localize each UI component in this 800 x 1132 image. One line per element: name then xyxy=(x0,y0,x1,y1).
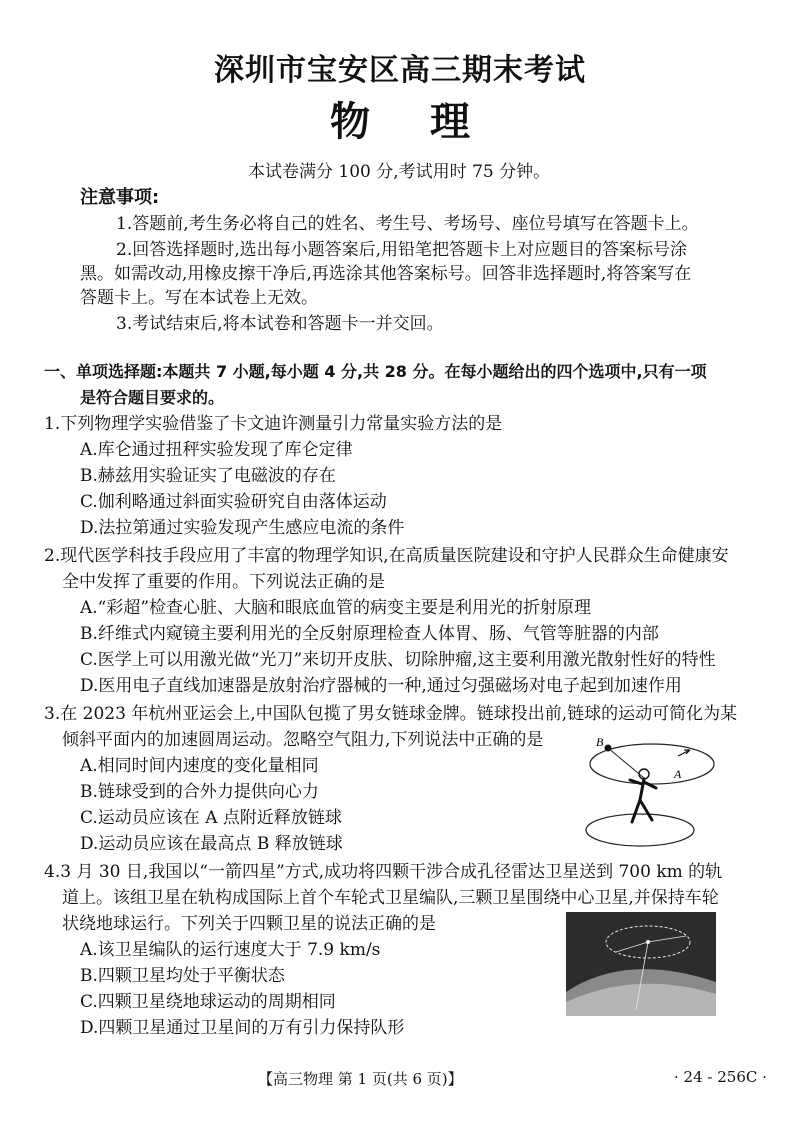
figure-label-a: A xyxy=(674,767,682,781)
footer-code: · 24 - 256C · xyxy=(674,1068,767,1086)
question-3-option-b: B.链球受到的合外力提供向心力 xyxy=(80,782,319,802)
question-1-stem: 1.下列物理学实验借鉴了卡文迪许测量引力常量实验方法的是 xyxy=(44,414,503,434)
question-4-stem-cont: 道上。该组卫星在轨构成国际上首个车轮式卫星编队,三颗卫星围绕中心卫星,并保持车轮 xyxy=(62,888,719,908)
exam-title: 深圳市宝安区高三期末考试 xyxy=(214,53,586,88)
section-heading: 一、单项选择题:本题共 7 小题,每小题 4 分,共 28 分。在每小题给出的四个选项中,只有一项 xyxy=(44,362,707,381)
question-4-stem-cont: 状绕地球运行。下列关于四颗卫星的说法正确的是 xyxy=(62,914,436,934)
question-2-option-c: C.医学上可以用激光做“光刀”来切开皮肤、切除肿瘤,这主要利用激光散射性好的特性 xyxy=(80,650,716,670)
question-2-option-b: B.纤维式内窥镜主要利用光的全反射原理检查人体胃、肠、气管等脏器的内部 xyxy=(80,624,659,644)
notice-item: 答题卡上。写在本试卷上无效。 xyxy=(80,288,318,308)
question-2-stem: 2.现代医学科技手段应用了丰富的物理学知识,在高质量医院建设和守护人民群众生命健康安 xyxy=(44,546,729,566)
section-heading-cont: 是符合题目要求的。 xyxy=(80,388,225,407)
question-1-option-b: B.赫兹用实验证实了电磁波的存在 xyxy=(80,466,336,486)
question-2-option-d: D.医用电子直线加速器是放射治疗器械的一种,通过匀强磁场对电子起到加速作用 xyxy=(80,676,682,696)
question-1-option-d: D.法拉第通过实验发现产生感应电流的条件 xyxy=(80,518,405,538)
question-3-option-a: A.相同时间内速度的变化量相同 xyxy=(80,756,319,776)
question-4-option-c: C.四颗卫星绕地球运动的周期相同 xyxy=(80,992,336,1012)
footer-page-info: 【高三物理 第 1 页(共 6 页)】 xyxy=(258,1070,463,1088)
notice-item: 2.回答选择题时,选出每小题答案后,用铅笔把答题卡上对应题目的答案标号涂 xyxy=(116,240,688,260)
notice-item: 3.考试结束后,将本试卷和答题卡一并交回。 xyxy=(116,314,444,334)
question-4-stem: 4.3 月 30 日,我国以“一箭四星”方式,成功将四颗干涉合成孔径雷达卫星送到 700 km 的轨 xyxy=(44,862,723,882)
question-1-option-a: A.库仑通过扭秤实验发现了库仑定律 xyxy=(80,440,353,460)
exam-info: 本试卷满分 100 分,考试用时 75 分钟。 xyxy=(248,162,551,182)
question-3-option-c: C.运动员应该在 A 点附近释放链球 xyxy=(80,808,342,828)
question-2-stem-cont: 全中发挥了重要的作用。下列说法正确的是 xyxy=(62,572,385,592)
question-3-stem: 3.在 2023 年杭州亚运会上,中国队包揽了男女链球金牌。链球投出前,链球的运动可简化为某 xyxy=(44,704,738,724)
figure-label-b: B xyxy=(596,735,604,749)
hammer-throw-figure xyxy=(582,730,732,852)
notice-item: 黑。如需改动,用橡皮擦干净后,再选涂其他答案标号。回答非选择题时,将答案写在 xyxy=(80,264,692,284)
question-2-option-a: A.“彩超”检查心脏、大脑和眼底血管的病变主要是利用光的折射原理 xyxy=(80,598,592,618)
notice-heading: 注意事项: xyxy=(80,187,160,208)
question-4-option-d: D.四颗卫星通过卫星间的万有引力保持队形 xyxy=(80,1018,405,1038)
question-1-option-c: C.伽利略通过斜面实验研究自由落体运动 xyxy=(80,492,387,512)
subject-title: 物理 xyxy=(330,99,530,145)
satellite-photo xyxy=(566,912,716,1016)
question-3-option-d: D.运动员应该在最高点 B 释放链球 xyxy=(80,834,343,854)
question-4-option-b: B.四颗卫星均处于平衡状态 xyxy=(80,966,285,986)
question-4-option-a: A.该卫星编队的运行速度大于 7.9 km/s xyxy=(80,940,381,960)
question-3-stem-cont: 倾斜平面内的加速圆周运动。忽略空气阻力,下列说法中正确的是 xyxy=(62,730,544,750)
notice-item: 1.答题前,考生务必将自己的姓名、考生号、考场号、座位号填写在答题卡上。 xyxy=(116,214,699,234)
